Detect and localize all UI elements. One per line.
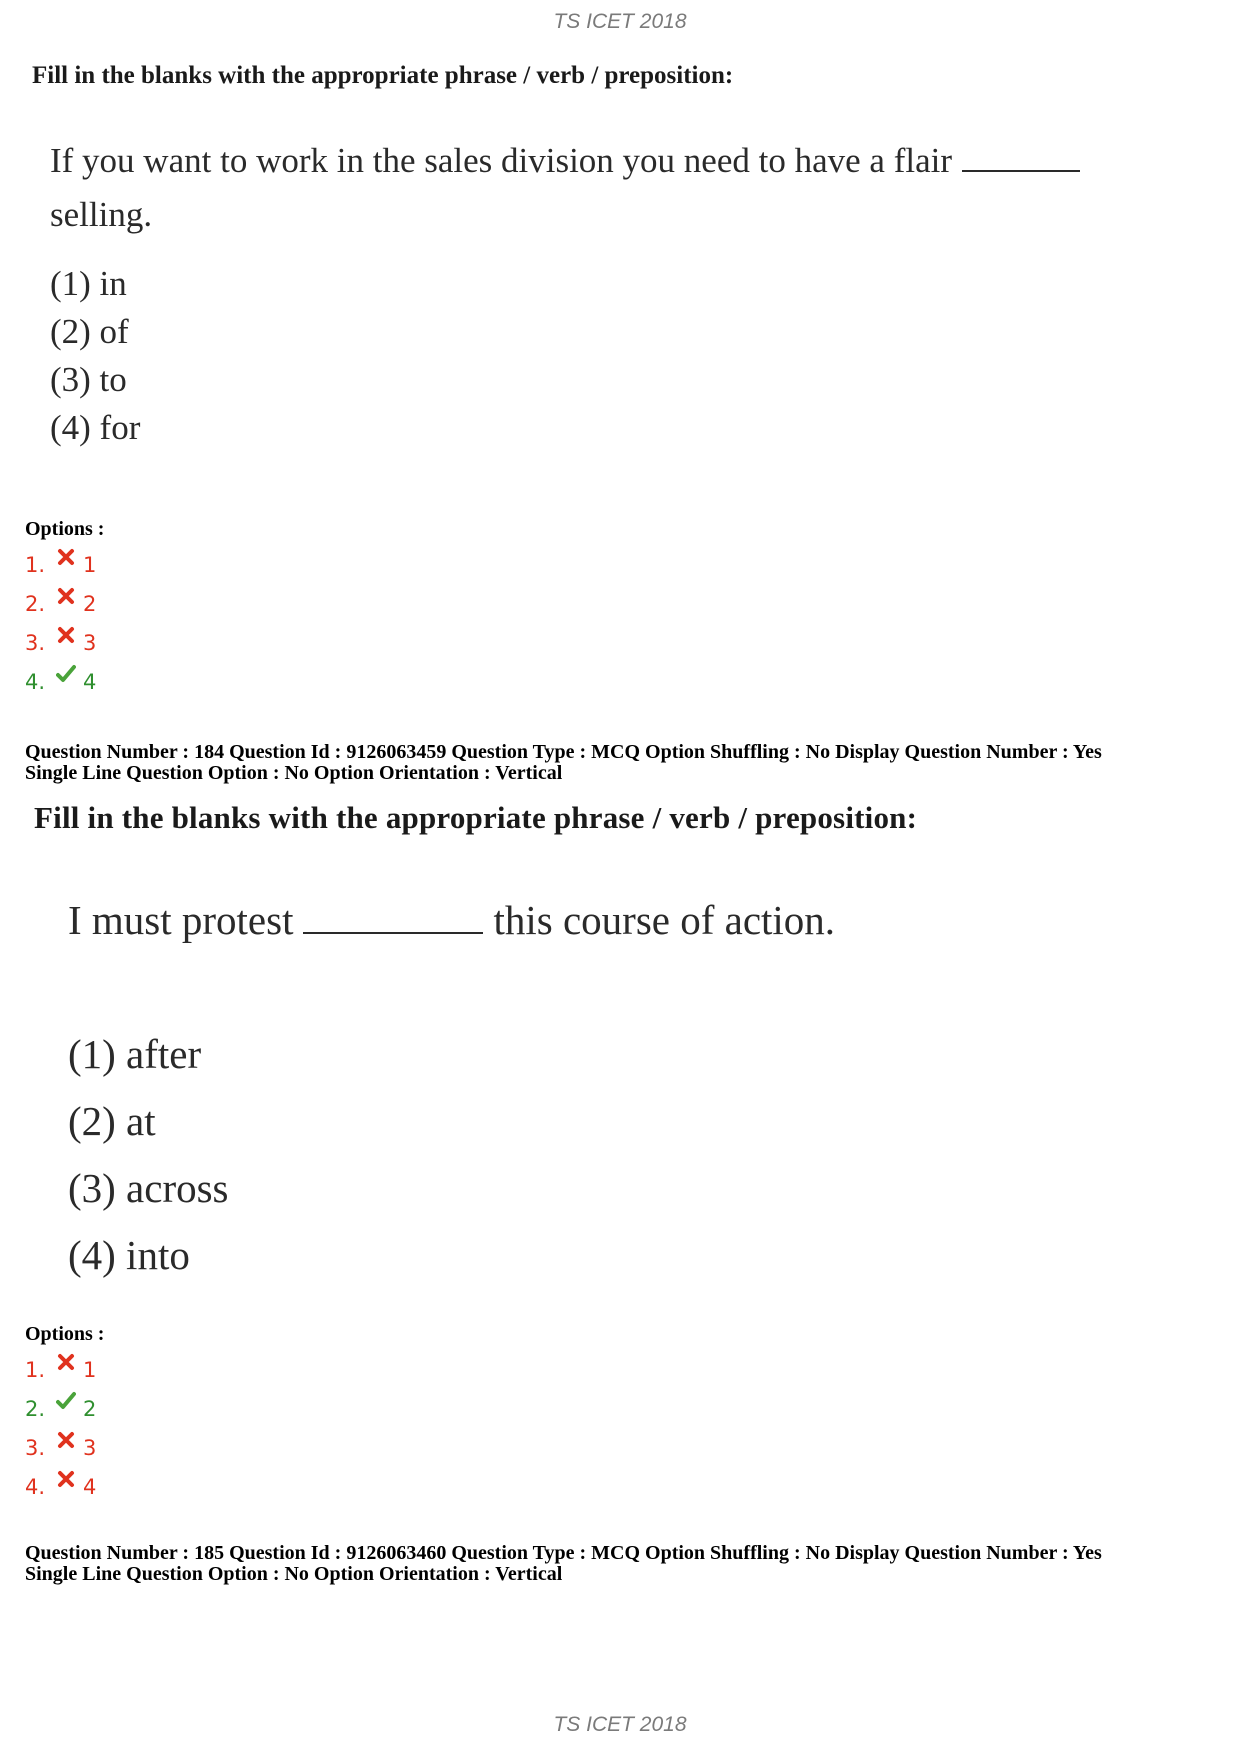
option-text: 2 [83, 1397, 97, 1421]
option-text: 2 [83, 592, 97, 616]
option-number: 2. [25, 592, 46, 616]
question-stem [50, 134, 1190, 242]
choice-item: (4) for [50, 408, 141, 447]
choice-item: (2) of [50, 312, 129, 351]
option-number: 4. [25, 670, 46, 694]
option-number: 1. [25, 553, 46, 577]
metadata-line: Single Line Question Option : No Option Orientation : Vertical [25, 1563, 563, 1585]
option-number: 4. [25, 1475, 46, 1499]
question-image [28, 60, 1188, 510]
cross-icon [56, 1430, 76, 1450]
stem-text-before: If you want to work in the sales division you need to have a flair [50, 141, 953, 180]
options-label: Options : [25, 518, 105, 540]
option-number: 3. [25, 1436, 46, 1460]
choice-item: (2) at [68, 1098, 156, 1144]
option-text: 3 [83, 631, 97, 655]
options-label: Options : [25, 1323, 105, 1345]
fill-blank [303, 931, 483, 934]
fill-blank [962, 169, 1080, 172]
option-text: 1 [83, 1358, 97, 1382]
cross-icon [56, 1352, 76, 1372]
question-image [28, 798, 1188, 1298]
stem-text-after: selling. [50, 195, 153, 234]
check-icon [56, 1391, 76, 1411]
page-footer: TS ICET 2018 [553, 1713, 687, 1736]
option-number: 2. [25, 1397, 46, 1421]
option-number: 3. [25, 631, 46, 655]
page-header: TS ICET 2018 [553, 10, 687, 33]
choice-item: (1) after [68, 1031, 202, 1077]
question-metadata [25, 742, 1225, 784]
cross-icon [56, 547, 76, 567]
option-text: 4 [83, 670, 97, 694]
choice-item: (4) into [68, 1232, 190, 1278]
metadata-line: Single Line Question Option : No Option Orientation : Vertical [25, 762, 563, 784]
question-stem [68, 896, 835, 944]
option-text: 1 [83, 553, 97, 577]
question-instruction: Fill in the blanks with the appropriate phrase / verb / preposition: [34, 800, 918, 835]
question-instruction: Fill in the blanks with the appropriate phrase / verb / preposition: [32, 62, 734, 89]
question-metadata [25, 1543, 1225, 1585]
stem-text-after: this course of action. [493, 897, 836, 943]
cross-icon [56, 586, 76, 606]
choice-item: (3) to [50, 360, 127, 399]
metadata-line: Question Number : 185 Question Id : 9126063460 Question Type : MCQ Option Shuffling : No Display Question Number : Yes [25, 1542, 1102, 1564]
option-text: 3 [83, 1436, 97, 1460]
check-icon [56, 664, 76, 684]
choice-item: (1) in [50, 264, 127, 303]
stem-text-before: I must protest [68, 897, 294, 943]
cross-icon [56, 625, 76, 645]
cross-icon [56, 1469, 76, 1489]
option-number: 1. [25, 1358, 46, 1382]
metadata-line: Question Number : 184 Question Id : 9126063459 Question Type : MCQ Option Shuffling : No Display Question Number : Yes [25, 741, 1102, 763]
choice-item: (3) across [68, 1165, 229, 1211]
option-text: 4 [83, 1475, 97, 1499]
